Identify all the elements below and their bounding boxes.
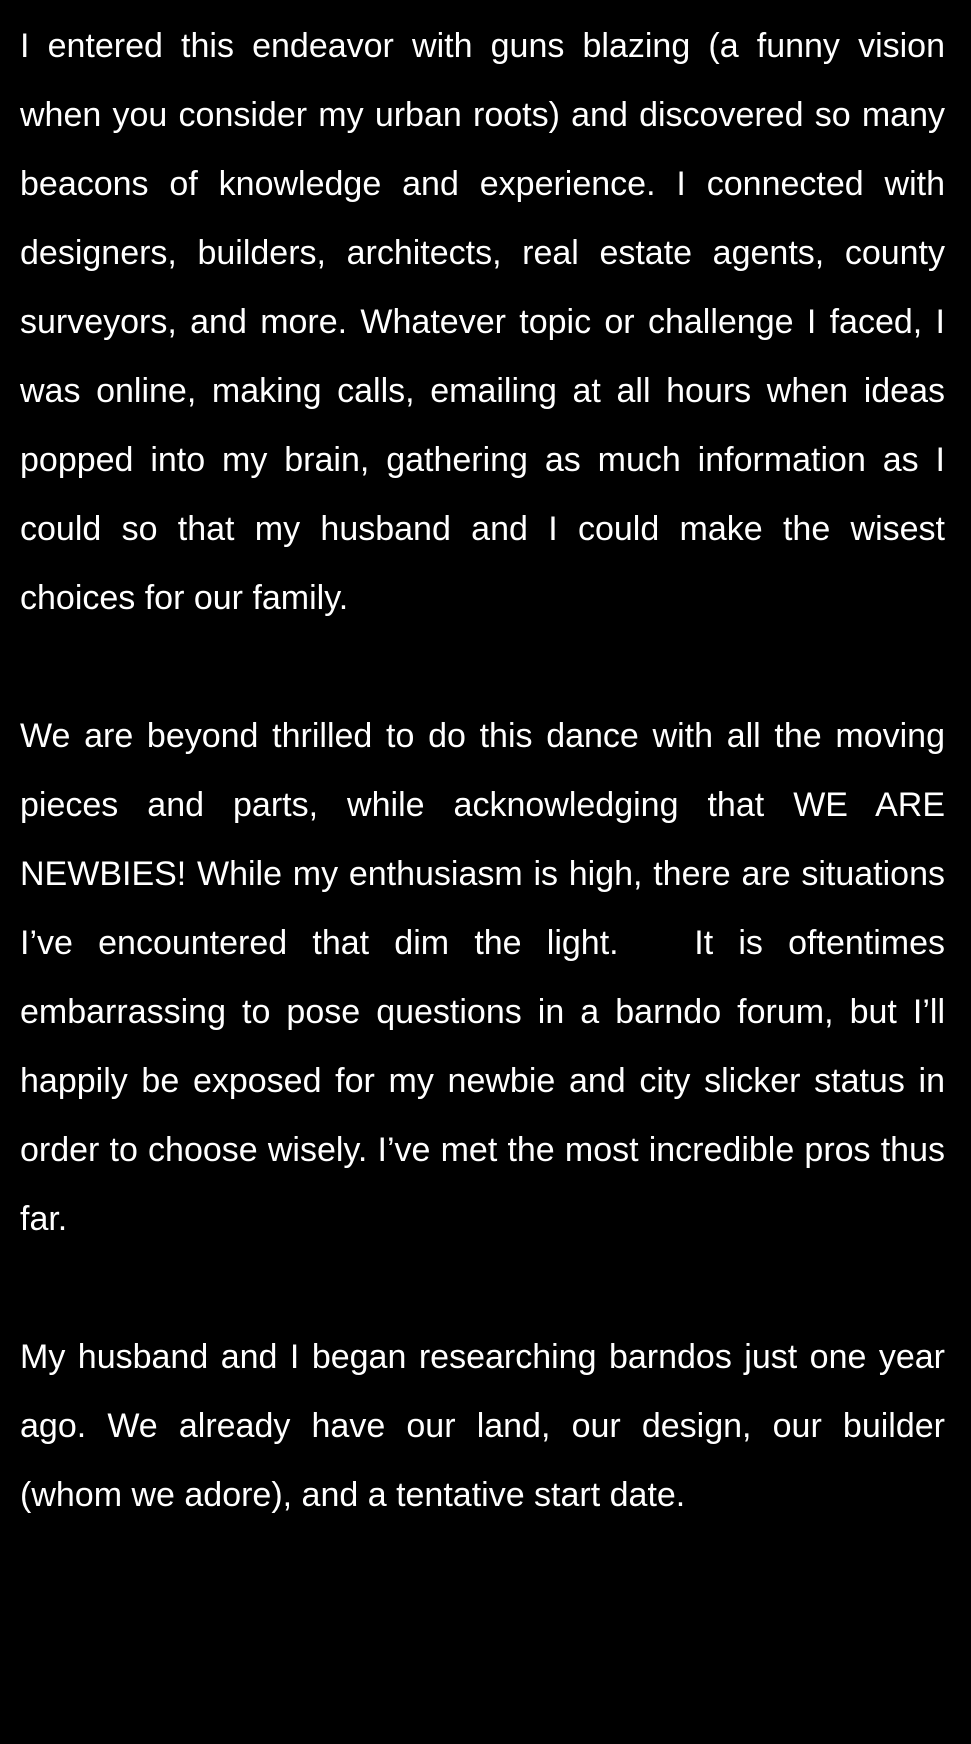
paragraph-spacer xyxy=(20,1254,945,1323)
paragraph-researching-barndos: My husband and I began researching barndos just one year ago. We already have our land, our design, our builder (whom we adore), and a tentative start date. xyxy=(20,1338,955,1514)
document-body xyxy=(20,12,955,1530)
paragraph-newbies: We are beyond thrilled to do this dance with all the moving pieces and parts, while acknowledging that WE ARE NEWBIES! While my enthusiasm is high, there are situations I’ve encountered that dim the light. It is oftentimes embarrassing to pose questions in a barndo forum, but I’ll happily be exposed for my newbie and city slicker status in order to choose wisely. I’ve met the most incredible pros thus far. xyxy=(20,717,955,1238)
paragraph-spacer xyxy=(20,633,945,702)
paragraph-guns-blazing: I entered this endeavor with guns blazing (a funny vision when you consider my urban roots) and discovered so many beacons of knowledge and experience. I connected with designers, builders, architects, real estate agents, county surveyors, and more. Whatever topic or challenge I faced, I was online, making calls, emailing at all hours when ideas popped into my brain, gathering as much information as I could so that my husband and I could make the wisest choices for our family. xyxy=(20,27,955,617)
